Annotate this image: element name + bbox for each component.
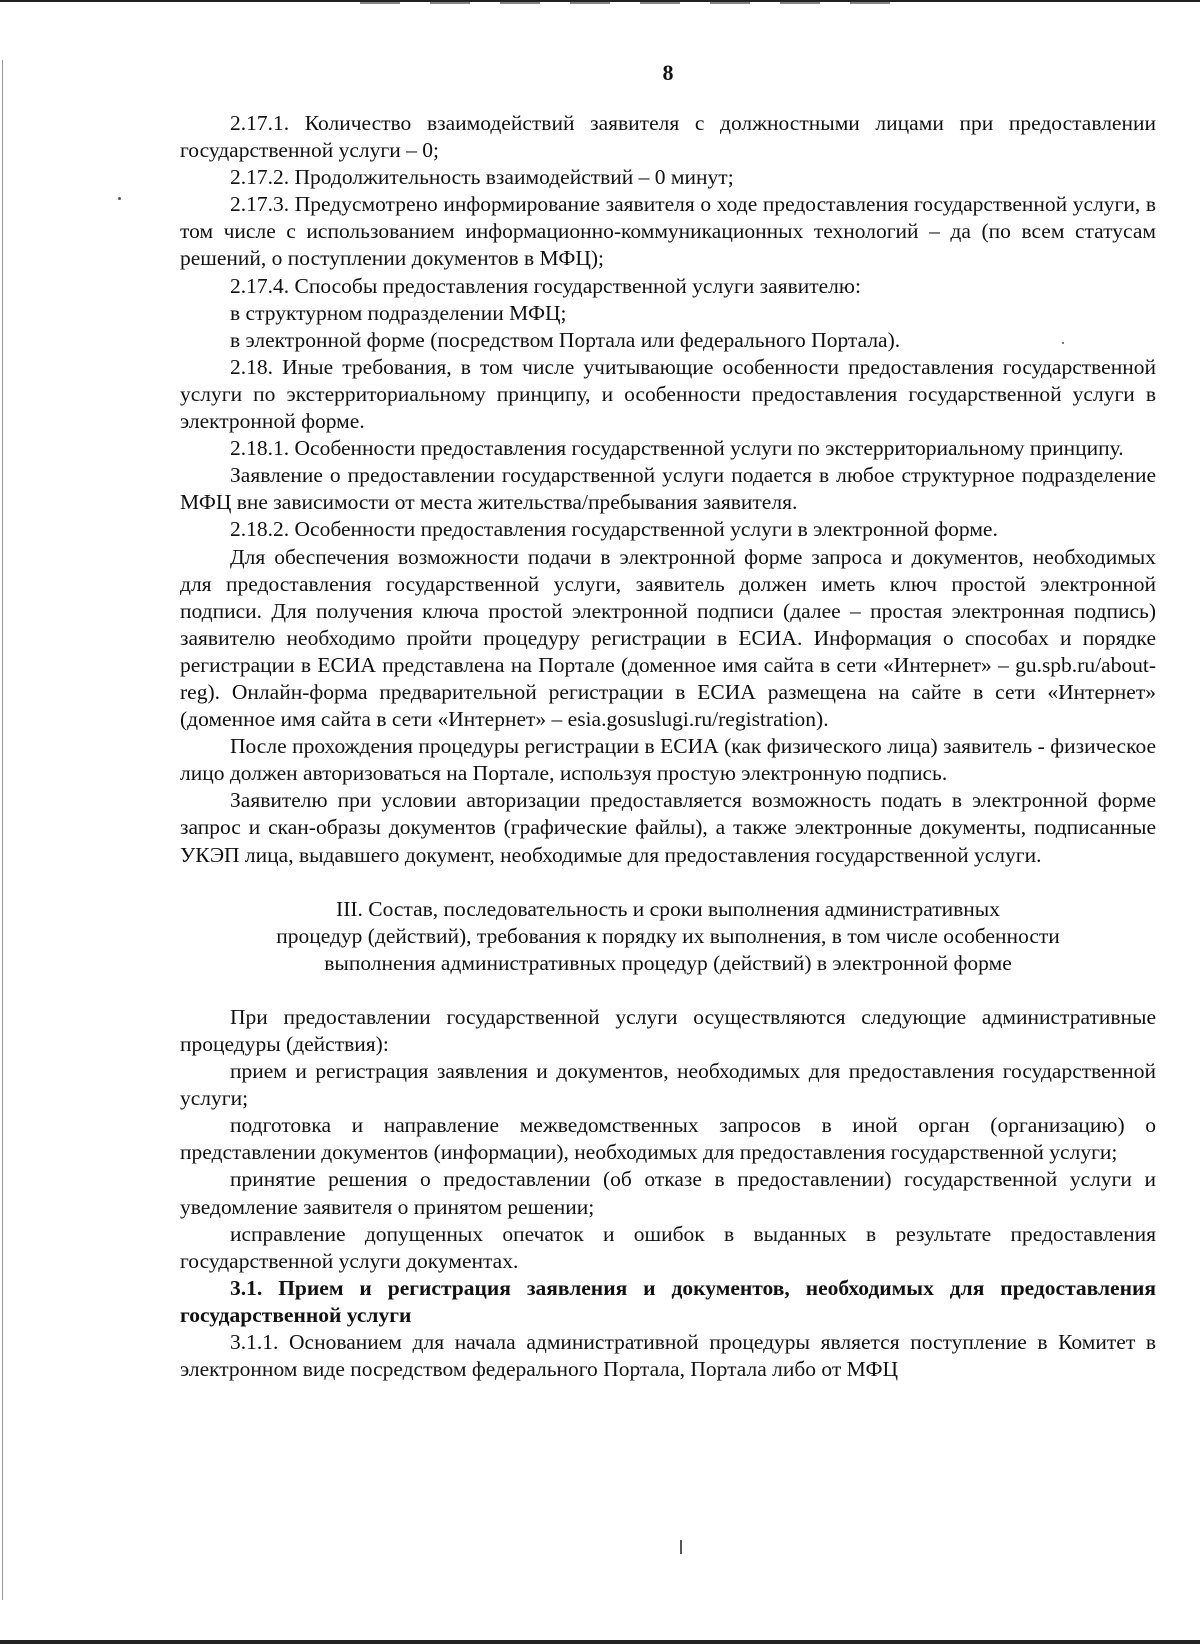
scan-top-artifacts bbox=[360, 2, 920, 4]
document-page bbox=[180, 58, 1156, 1383]
paragraph: При предоставлении государственной услуги осуществляются следующие административные процедуры (действия): bbox=[180, 1004, 1156, 1056]
paragraph: принятие решения о предоставлении (об отказе в предоставлении) государственной услуги и уведомление заявителя о принятом решении; bbox=[180, 1167, 1156, 1219]
section-heading-line: III. Состав, последовательность и сроки выполнения административных bbox=[336, 896, 1000, 921]
paragraph: Для обеспечения возможности подачи в электронной форме запроса и документов, необходимых для предоставления государственной услуги, заявитель должен иметь ключ простой электронной подписи. Для получения ключа простой электронной подписи (далее – простая электронная подпись) заявителю необходимо пройти процедуру регистрации в ЕСИА. Информация о способах и порядке регистрации в ЕСИА представлена на Портале (доменное имя сайта в сети «Интернет» – gu.spb.ru/about-reg). Онлайн-форма предварительной регистрации в ЕСИА размещена на сайте в сети «Интернет» (доменное имя сайта в сети «Интернет» – esia.gosuslugi.ru/registration). bbox=[180, 544, 1156, 732]
paragraph: После прохождения процедуры регистрации в ЕСИА (как физического лица) заявитель - физическое лицо должен авторизоваться на Портале, используя простую электронную подпись. bbox=[180, 734, 1156, 786]
paragraph: исправление допущенных опечаток и ошибок в выданных в результате предоставления государственной услуги документах. bbox=[180, 1221, 1156, 1273]
scan-bottom-border bbox=[0, 1640, 1200, 1644]
paragraph: 2.18.1. Особенности предоставления государственной услуги по экстерриториальному принципу. bbox=[230, 436, 1124, 461]
page-number: 8 bbox=[662, 60, 674, 85]
paragraph: 2.17.1. Количество взаимодействий заявителя с должностными лицами при предоставлении государственной услуги – 0; bbox=[180, 111, 1156, 163]
paragraph: прием и регистрация заявления и документов, необходимых для предоставления государственной услуги; bbox=[180, 1059, 1156, 1111]
subsection-heading: 3.1. Прием и регистрация заявления и документов, необходимых для предоставления государственной услуги bbox=[180, 1275, 1156, 1327]
paragraph: в структурном подразделении МФЦ; bbox=[230, 300, 567, 325]
scan-speck bbox=[118, 197, 121, 200]
paragraph: 2.17.2. Продолжительность взаимодействий – 0 минут; bbox=[230, 165, 734, 190]
paragraph: 2.18. Иные требования, в том числе учитывающие особенности предоставления государственной услуги по экстерриториальному принципу, и особенности предоставления государственной услуги в электронной форме. bbox=[180, 354, 1156, 434]
body-text-block-1 bbox=[180, 110, 1156, 869]
paragraph: подготовка и направление межведомственных запросов в иной орган (организацию) о представлении документов (информации), необходимых для предоставления государственной услуги; bbox=[180, 1113, 1156, 1165]
paragraph: 2.18.2. Особенности предоставления государственной услуги в электронной форме. bbox=[230, 517, 998, 542]
paragraph: 2.17.3. Предусмотрено информирование заявителя о ходе предоставления государственной услуги, в том числе с использованием информационно-коммуникационных технологий – да (по всем статусам решений, о поступлении документов в МФЦ); bbox=[180, 192, 1156, 271]
body-text-block-2 bbox=[180, 1004, 1156, 1383]
section-heading bbox=[180, 896, 1156, 977]
paragraph: Заявителю при условии авторизации предоставляется возможность подать в электронной форме запрос и скан-образы документов (графические файлы), а также электронные документы, подписанные УКЭП лица, выдавшего документ, необходимые для предоставления государственной услуги. bbox=[180, 788, 1156, 867]
section-heading-line: процедур (действий), требования к порядку их выполнения, в том числе особенности bbox=[276, 923, 1060, 948]
paragraph: 3.1.1. Основанием для начала административной процедуры является поступление в Комитет в электронном виде посредством федерального Портала, Портала либо от МФЦ bbox=[180, 1330, 1156, 1382]
paragraph: Заявление о предоставлении государственной услуги подается в любое структурное подразделение МФЦ вне зависимости от места жительства/пребывания заявителя. bbox=[180, 463, 1156, 515]
paragraph: 2.17.4. Способы предоставления государственной услуги заявителю: bbox=[230, 273, 861, 298]
scan-speck bbox=[680, 1540, 682, 1554]
section-heading-line: выполнения административных процедур (действий) в электронной форме bbox=[324, 950, 1012, 975]
scan-left-border bbox=[2, 60, 3, 1600]
paragraph: в электронной форме (посредством Портала или федерального Портала). bbox=[230, 327, 901, 352]
